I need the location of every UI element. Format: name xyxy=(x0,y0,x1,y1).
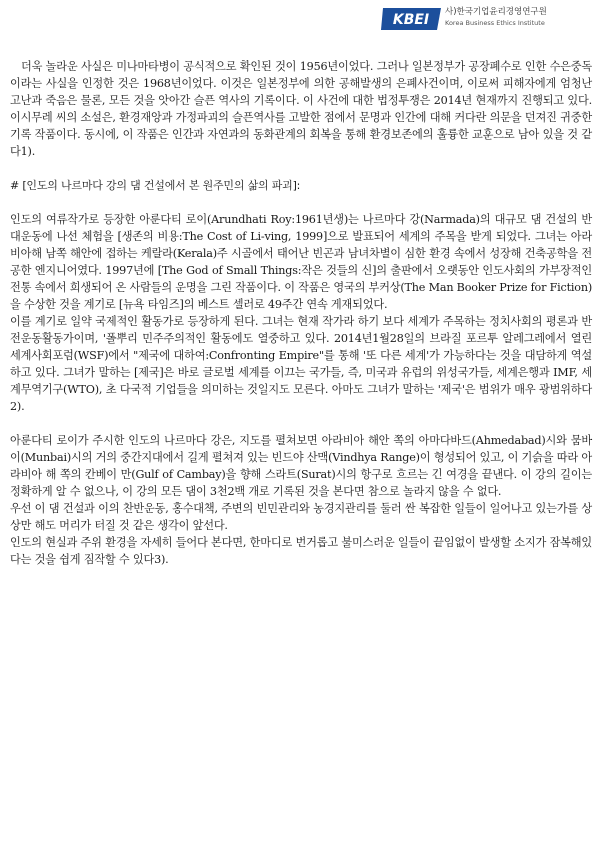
paragraph-arundhati-roy: 인도의 여류작가로 등장한 아룬다티 로이(Arundhati Roy:1961년생)는 나르마다 강(Narmada)의 대규모 댐 건설의 반대운동에 나선 체험을 [생존의 비용:The Cost of Li-ving, 1999]으로 발표되어 세계의 주목을 받게 되었다. 그녀는 아라비아해 남쪽 해안에 접하는 케랄라(Kerala)주 시골에서 태어난 빈곤과 남녀차별이 심한 환경 속에서 성장해 건축공학을 전공한 엔지니어였다. 1997년에 [The God of Small Things:작은 것들의 신]의 출판에서 오랫동안 인도사회의 가부장적인 전통 속에서 희생되어 온 사람들의 운명을 그린 작품이다. 이 작품은 영국의 부커상(The Man Booker Prize for Fiction)을 수상한 것을 계기로 [뉴욕 타임즈]의 베스트 셀러로 49주간 연속 게재되었다. xyxy=(10,213,592,311)
kbei-logo-icon xyxy=(381,6,443,32)
paragraph-narmada-river: 아룬다티 로이가 주시한 인도의 나르마다 강은, 지도를 펼쳐보면 아라비아 해안 쪽의 아마다바드(Ahmedabad)시와 뭄바이(Munbai)시의 거의 중간지대에서 길게 펼쳐져 있는 빈드야 산맥(Vindhya Range)이 형성되어 있고, 이 기슭을 따라 아라비아 해 쪽의 칸베이 만(Gulf of Cambay)을 향해 스라트(Surat)시의 항구로 흐르는 긴 여경을 끝낸다. 이 강의 길이는 정확하게 알 수 없으나, 이 강의 모든 댐이 3천2백 개로 기록된 것을 본다면 참으로 놀라지 않을 수 없다. xyxy=(10,434,592,498)
logo-mark: KBEI xyxy=(392,12,430,28)
paragraph-activism: 이를 계기로 일약 국제적인 활동가로 등장하게 된다. 그녀는 현재 작가라 하기 보다 세계가 주목하는 정치사회의 평론과 반전운동활동가이며, '폴뿌리 민주주의적인 활동에도 열중하고 있다. 2014년1월28일의 브라질 포르투 알레그레에서 열린 세계사회포럼(WSF)에서 "제국에 대하여:Confronting Empire"를 통해 '또 다른 세계'가 가능하다는 것을 대담하게 역설하고 있다. 그녀가 말하는 [제국]은 바로 글로벌 세계를 이끄는 국가들, 즉, 미국과 유럽의 위성국가들, 세계은행과 IMF, 세계무역기구(WTO), 초 다국적 기업들을 의미하는 것일지도 모른다. 아마도 그녀가 말하는 '제국'은 범위가 매우 광범위하다2). xyxy=(10,315,592,413)
org-name xyxy=(445,7,547,29)
section-heading: # [인도의 나르마다 강의 댐 건설에서 본 원주민의 삶의 파괴]: xyxy=(10,179,301,192)
org-name-en: Korea Business Ethics Institute xyxy=(445,19,545,27)
paragraph-india-reality: 인도의 현실과 주위 환경을 자세히 들어다 본다면, 한마디로 번거롭고 불미스러운 일들이 끝임없이 발생할 소지가 잠복해있다는 것을 쉽게 짐작할 수 있다3). xyxy=(10,536,592,566)
org-name-ko: 사)한국기업윤리경영연구원 xyxy=(445,7,547,17)
document-body xyxy=(10,58,592,568)
paragraph-minamata: 더욱 놀라운 사실은 미나마타병이 공식적으로 확인된 것이 1956년이었다. 그러나 일본정부가 공장폐수로 인한 수은중독이라는 사실을 인정한 것은 1968년이었다. 이것은 일본정부에 의한 공해발생의 은폐사건이며, 이로써 피해자에게 엄청난 고난과 죽음은 물론, 모든 것을 앗아간 슬픈 역사의 기록이다. 이 사건에 대한 법정투쟁은 2014년 현재까지 진행되고 있다. 이시무레 씨의 소설은, 환경재앙과 가정파괴의 슬픈역사를 고발한 점에서 문명과 인간에 대해 커다란 의문을 던져진 귀중한 기록 작품이다. 동시에, 이 작품은 인간과 자연과의 동화관계의 회복을 통해 환경보존에의 훌륭한 교훈으로 남아 있을 것 같다1). xyxy=(10,60,592,158)
page-header xyxy=(381,6,591,36)
paragraph-dam-construction: 우선 이 댐 건설과 이의 찬반운동, 홍수대책, 주변의 빈민관리와 농경지관리를 둘러 싼 복잡한 일들이 일어나고 있는가를 상상만 해도 머리가 터질 것 같은 생각이 앞선다. xyxy=(10,502,592,532)
